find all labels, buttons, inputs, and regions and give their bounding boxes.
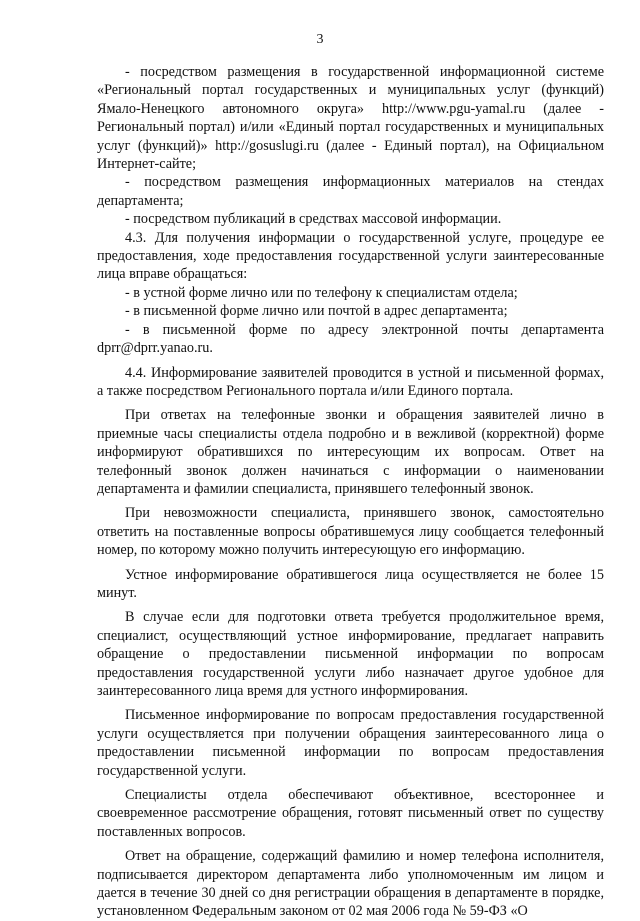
paragraph-answer: Ответ на обращение, содержащий фамилию и номер телефона исполнителя, подписывается директором департамента либо уполномоченным им лицом и дается в течение 30 дней со дня регистрации обращения в департаменте в порядке, установленном Федеральным законом от 02 мая 2006 года № 59-ФЗ «О xyxy=(97,848,604,920)
paragraph-long-preparation: В случае если для подготовки ответа требуется продолжительное время, специалист, осуществляющий устное информирование, предлагает направить обращение о предоставлении письменной информации по вопросам предоставления государственной услуги либо назначает другое удобное для заинтересованного лица время для устного информирования. xyxy=(97,609,604,699)
page-number: 3 xyxy=(316,32,324,47)
paragraph-oral-duration: Устное информирование обратившегося лица осуществляется не более 15 минут. xyxy=(97,566,604,601)
paragraph-written-informing: Письменное информирование по вопросам предоставления государственной услуги осуществляется при получении обращения заинтересованного лица о предоставлении письменной информации по вопросам предоставления государственной услуги. xyxy=(97,707,604,779)
paragraph-impossibility: При невозможности специалиста, принявшего звонок, самостоятельно ответить на поставленные вопросы обратившемуся лицу сообщается телефонный номер, по которому можно получить интересующую его информацию. xyxy=(97,505,604,559)
paragraph-4-3: 4.3. Для получения информации о государственной услуге, процедуре ее предоставления, ходе предоставления государственной услуги заинтересованные лица вправе обращаться: xyxy=(97,229,604,283)
paragraph-phone-answers: При ответах на телефонные звонки и обращения заявителей лично в приемные часы специалисты отдела подробно и в вежливой (корректной) форме информируют обратившихся по интересующим их вопросам. Ответ на телефонный звонок должен начинаться с информации о наименовании департамента и фамилии специалиста, принявшего телефонный звонок. xyxy=(97,407,604,497)
paragraph-stands: - посредством размещения информационных материалов на стендах департамента; xyxy=(97,174,604,209)
paragraph-specialists: Специалисты отдела обеспечивают объективное, всестороннее и своевременное рассмотрение обращения, готовят письменный ответ по существу поставленных вопросов. xyxy=(97,787,604,840)
paragraph-written-form: - в письменной форме лично или почтой в адрес департамента; xyxy=(125,303,508,320)
paragraph-portal-info: - посредством размещения в государственной информационной системе «Региональный портал государственных и муниципальных услуг (функций) Ямало-Ненецкого автономного округа» http://www.pgu-yamal.ru (далее - Региональный портал) и/или «Единый портал государственных и муниципальных услуг (функций)» http://gosuslugi.ru (далее - Единый портал), на Официальном Интернет-сайте; xyxy=(97,64,604,173)
paragraph-media: - посредством публикаций в средствах массовой информации. xyxy=(125,211,502,228)
paragraph-email-form: - в письменной форме по адресу электронной почты департамента dprr@dprr.yanao.ru. xyxy=(97,321,604,357)
paragraph-4-4: 4.4. Информирование заявителей проводится в устной и письменной формах, а также посредством Регионального портала и/или Единого портала. xyxy=(97,364,604,399)
paragraph-oral-form: - в устной форме лично или по телефону к специалистам отдела; xyxy=(125,284,518,301)
document-body xyxy=(97,63,604,921)
